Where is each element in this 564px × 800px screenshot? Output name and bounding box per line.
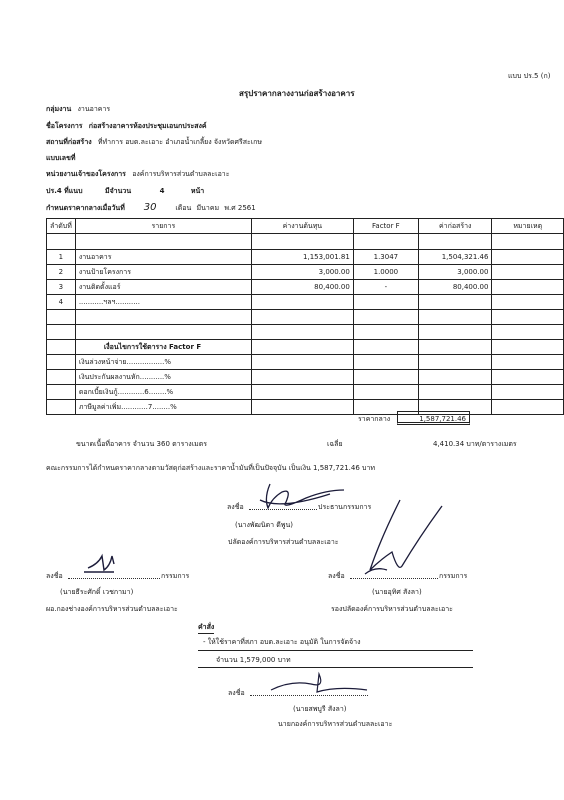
order-divider-2 [198, 667, 473, 668]
group-label: กลุ่มงาน [46, 105, 72, 113]
order-divider [198, 650, 473, 651]
date-month: มีนาคม [196, 204, 220, 212]
project-value: ก่อสร้างอาคารห้องประชุมเอนกประสงค์ [88, 122, 207, 130]
site-label: สถานที่ก่อสร้าง [46, 138, 92, 146]
chair-signature-icon [220, 470, 340, 520]
document-title: สรุปราคากลางงานก่อสร้างอาคาร [239, 89, 355, 98]
table-row: 2 งานป้ายโครงการ 3,000.00 1.0000 3,000.00 [47, 265, 564, 280]
committee-text: คณะกรรมการได้กำหนดราคากลางตามวัสดุก่อสร้างและราคาน้ำมันที่เป็นปัจจุบัน เป็นเงิน 1,587,721.46 บาท [46, 464, 375, 472]
avg-value: 4,410.34 บาท/ตารางเมตร [433, 440, 517, 448]
left-title: ผอ.กองช่างองค์การบริหารส่วนตำบลละเอาะ [46, 605, 178, 613]
agency-label: หน่วยงานเจ้าของโครงการ [46, 170, 126, 178]
col-total: ค่าก่อสร้าง [418, 219, 492, 234]
order-line2: จำนวน 1,579,000 บาท [216, 656, 291, 664]
chief-sign-prefix: ลงชื่อ [228, 689, 245, 697]
right-name: (นายอุทิศ สังลา) [372, 588, 422, 596]
pr4-pages-label: หน้า [190, 187, 205, 195]
left-signature-icon [80, 548, 130, 578]
left-role: กรรมการ [161, 572, 190, 580]
condition-row: เงินล่วงหน้าจ่าย.................% [47, 355, 564, 370]
form-code: แบบ ปร.5 (ก) [508, 72, 551, 80]
date-day: 30 [143, 202, 157, 213]
col-no: ลำดับที่ [47, 219, 76, 234]
cost-table [46, 218, 564, 415]
table-header-row [47, 219, 564, 234]
chair-sign-prefix: ลงชื่อ [227, 503, 244, 511]
pr4-row [46, 186, 204, 197]
group-row [46, 104, 110, 115]
table-row: 1 งานอาคาร 1,153,001.81 1.3047 1,504,321.46 [47, 250, 564, 265]
factor-heading: เงื่อนไขการใช้ตาราง Factor F [75, 340, 251, 355]
pr4-count-label: มีจำนวน [104, 187, 132, 195]
condition-row: เงินประกันผลงานหัก...........% [47, 370, 564, 385]
site-row [46, 137, 262, 148]
price-label: ราคากลาง [358, 415, 391, 423]
right-title: รองปลัดองค์การบริหารส่วนตำบลละเอาะ [331, 605, 453, 613]
left-name: (นายธีระศักดิ์ เวชกามา) [60, 588, 134, 596]
date-year: พ.ศ 2561 [224, 204, 256, 212]
table-row: 3 งานติดตั้งแอร์ 80,400.00 - 80,400.00 [47, 280, 564, 295]
project-row [46, 121, 207, 132]
left-sign-line [68, 578, 160, 579]
col-cost: ค่างานต้นทุน [251, 219, 353, 234]
left-sign-prefix: ลงชื่อ [46, 572, 63, 580]
date-row [46, 202, 256, 214]
condition-row: ดอกเบี้ยเงินกู้............6........% [47, 385, 564, 400]
site-value: ที่ทำการ อบต.ละเอาะ อำเภอน้ำเกลี้ยง จังหวัดศรีสะเกษ [97, 138, 263, 146]
chair-role: ประธานกรรมการ [318, 503, 372, 511]
chief-signature-icon [265, 670, 375, 702]
col-factor: Factor F [353, 219, 418, 234]
group-value: งานอาคาร [77, 105, 111, 113]
plan-label: แบบเลขที่ [46, 154, 76, 162]
order-heading: คำสั่ง [198, 622, 214, 634]
date-label: กำหนดราคากลางเมื่อวันที่ [46, 204, 125, 212]
factor-heading-row [47, 340, 564, 355]
col-item: รายการ [75, 219, 251, 234]
condition-row: ภาษีมูลค่าเพิ่ม............7........% [47, 400, 564, 415]
right-signature-icon [345, 490, 455, 585]
col-remark: หมายเหตุ [492, 219, 564, 234]
area-label: ขนาดเนื้อที่อาคาร จำนวน 360 ตารางเมตร [76, 440, 208, 448]
chair-title: ปลัดองค์การบริหารส่วนตำบลละเอาะ [228, 538, 339, 546]
price-total: 1,587,721.46 [397, 411, 470, 425]
pr4-label: ปร.4 ที่แนบ [46, 187, 83, 195]
order-line1: - ให้ใช้ราคาที่สภา อบต.ละเอาะ อนุมัติ ในการจัดจ้าง [203, 638, 361, 646]
right-role: กรรมการ [439, 572, 468, 580]
pr4-count: 4 [159, 187, 165, 195]
avg-label: เฉลี่ย [327, 440, 343, 448]
date-month-label: เดือน [175, 204, 192, 212]
table-row: 4 ...........ฯลฯ........... [47, 295, 564, 310]
chair-name: (นางพัฒนิดา ดีพูน) [235, 521, 293, 529]
right-sign-prefix: ลงชื่อ [328, 572, 345, 580]
chief-name: (นายสพบูรี สังลา) [293, 705, 347, 713]
agency-value: องค์การบริหารส่วนตำบลละเอาะ [132, 170, 230, 178]
chief-title: นายกองค์การบริหารส่วนตำบลละเอาะ [278, 720, 393, 728]
agency-row [46, 169, 229, 180]
project-label: ชื่อโครงการ [46, 122, 83, 130]
